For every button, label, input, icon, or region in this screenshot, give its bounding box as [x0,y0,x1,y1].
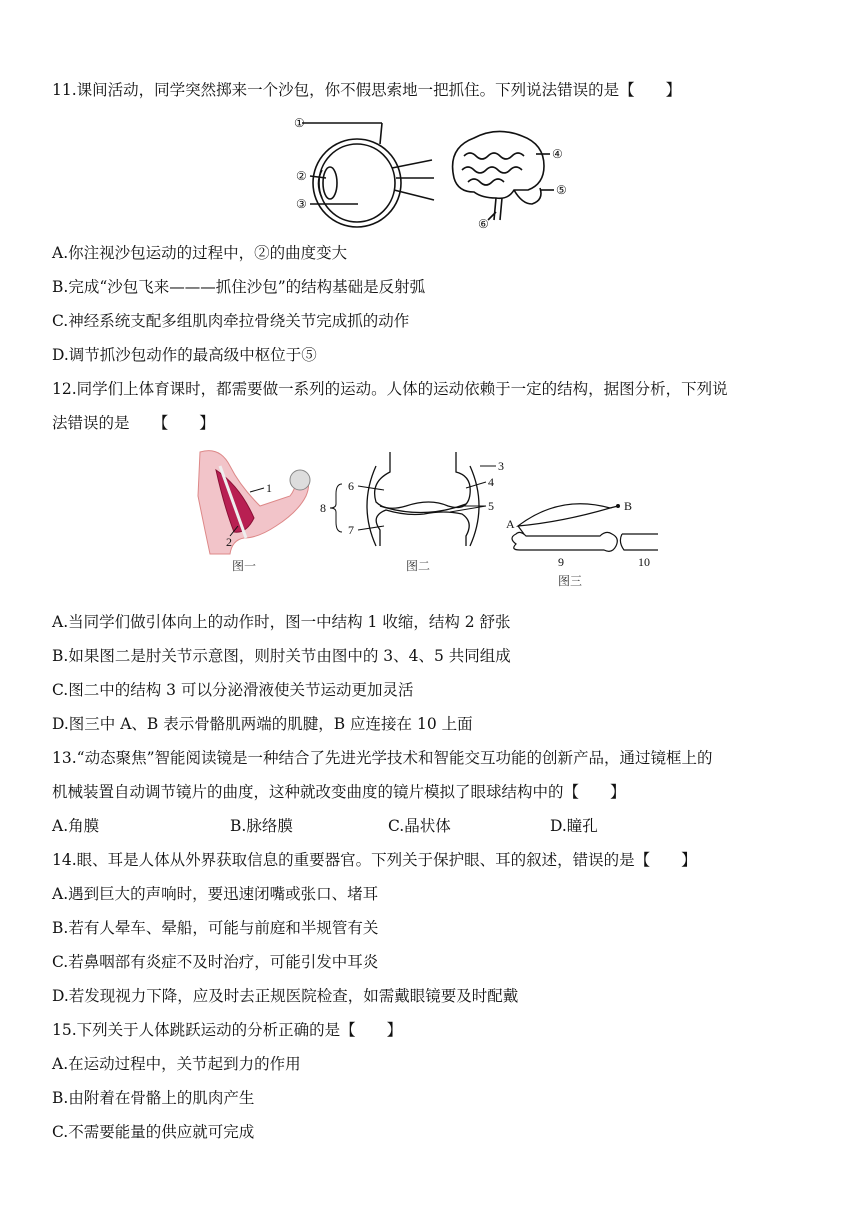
q11-stem: 11.课间活动，同学突然掷来一个沙包，你不假思索地一把抓住。下列说法错误的是【 】 [52,81,682,99]
brain-label-5: ⑤ [556,183,567,197]
fig3-label-b: B [624,499,633,513]
fig2-label-3: 3 [498,459,504,473]
q13-option-a: A.角膜 [52,817,100,835]
fig3-label-9: 9 [558,555,564,569]
fig1-label-2: 2 [226,535,232,549]
q11-figure-eye-brain [282,108,582,238]
q13-option-b: B.脉络膜 [230,817,293,835]
q12-option-c: C.图二中的结构 3 可以分泌滑液使关节运动更加灵活 [52,681,414,699]
caption-figure2: 图二 [406,559,431,573]
brain-label-6: ⑥ [478,217,489,231]
fig3-label-10: 10 [638,555,650,569]
q12-option-b: B.如果图二是肘关节示意图，则肘关节由图中的 3、4、5 共同组成 [52,647,511,665]
q14-option-a: A.遇到巨大的声响时，要迅速闭嘴或张口、堵耳 [52,885,379,903]
q14-option-c: C.若鼻咽部有炎症不及时治疗，可能引发中耳炎 [52,953,379,971]
caption-figure1: 图一 [232,559,257,573]
q13-option-c: C.晶状体 [388,817,451,835]
caption-figure3-text: 图三 [558,574,583,588]
fig3-label-a: A [506,517,515,531]
figure2-joint [367,452,479,546]
q13-stem-line2: 机械装置自动调节镜片的曲度，这种就改变曲度的镜片模拟了眼球结构中的【 】 [52,783,626,801]
q15-option-c: C.不需要能量的供应就可完成 [52,1123,255,1141]
q12-figure-joint-muscle [180,446,660,574]
eye-diagram [302,123,434,227]
q11-option-a: A.你注视沙包运动的过程中，②的曲度变大 [52,244,348,262]
fig2-label-8: 8 [320,501,326,515]
q15-option-b: B.由附着在骨骼上的肌肉产生 [52,1089,255,1107]
q14-stem: 14.眼、耳是人体从外界获取信息的重要器官。下列关于保护眼、耳的叙述，错误的是【 】 [52,851,697,869]
fig2-label-4: 4 [488,475,494,489]
figure3-bone-muscle [512,504,658,552]
eye-label-3: ③ [296,197,307,211]
brain-label-4: ④ [552,147,563,161]
eye-label-1: ① [294,116,305,130]
fig2-label-7: 7 [348,523,354,537]
q12-stem-line2: 法错误的是 【 】 [52,414,215,432]
q15-option-a: A.在运动过程中，关节起到力的作用 [52,1055,301,1073]
q12-option-d: D.图三中 A、B 表示骨骼肌两端的肌腱，B 应连接在 10 上面 [52,715,473,733]
q13-option-d: D.瞳孔 [550,817,598,835]
q11-option-b: B.完成“沙包飞来———抓住沙包”的结构基础是反射弧 [52,278,426,296]
eye-label-2: ② [296,169,307,183]
q11-option-c: C.神经系统支配多组肌肉牵拉骨绕关节完成抓的动作 [52,312,410,330]
fig2-label-6: 6 [348,479,354,493]
brain-diagram [453,131,554,220]
q15-stem: 15.下列关于人体跳跃运动的分析正确的是【 】 [52,1021,403,1039]
q13-stem-line1: 13.“动态聚焦”智能阅读镜是一种结合了先进光学技术和智能交互功能的创新产品，通过镜框上的 [52,749,713,767]
fig1-label-1: 1 [266,481,272,495]
q12-stem-line1: 12.同学们上体育课时，都需要做一系列的运动。人体的运动依赖于一定的结构，据图分析，下列说 [52,380,728,398]
q11-option-d: D.调节抓沙包动作的最高级中枢位于⑤ [52,346,317,364]
figure1-arm [198,451,310,554]
q12-option-a: A.当同学们做引体向上的动作时，图一中结构 1 收缩，结构 2 舒张 [52,613,511,631]
q14-option-d: D.若发现视力下降，应及时去正规医院检查，如需戴眼镜要及时配戴 [52,987,519,1005]
fig2-label-5: 5 [488,499,494,513]
q14-option-b: B.若有人晕车、晕船，可能与前庭和半规管有关 [52,919,379,937]
